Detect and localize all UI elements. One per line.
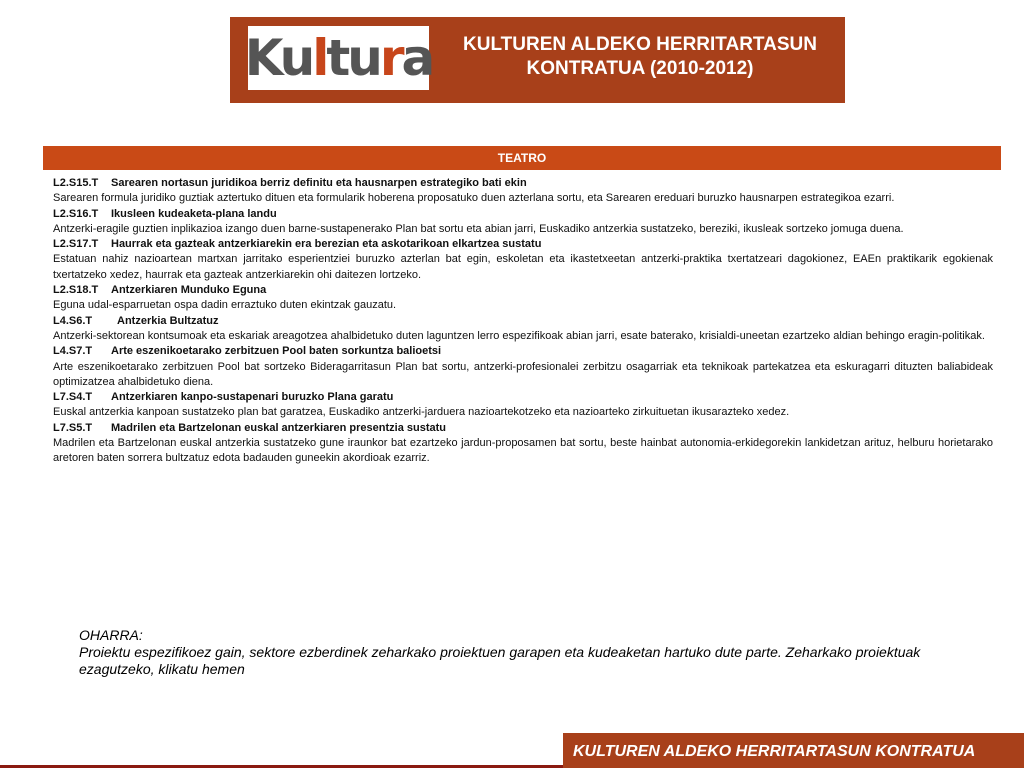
entry-code: L4.S6.T [53,314,93,327]
entry [53,176,993,207]
entry-title: Antzerkiaren Munduko Eguna [111,284,267,297]
entry-description: Eguna udal-esparruetan ospa dadin erraztuko duten ekintzak gauzatu. [53,299,397,312]
title-line-2: KONTRATUA (2010-2012) [526,58,754,79]
entry-description: Antzerki-eragile guztien inplikazioa izango duen barne-sustapenerako Plan bat sortu eta abian jarri, Euskadiko antzerkia sustatzeko, bereziki, ikusleak sortzeko jomuga duena. [53,222,904,235]
entry-title: Madrilen eta Bartzelonan euskal antzerkiaren presentzia sustatu [111,421,447,434]
entry-description: Sarearen formula juridiko guztiak aztertuko dituen eta formularik hoberena proposatuko duen azterlana sortu, eta Sarearen ereduari buruzko hausnarpen estrategikoa ezarri. [53,192,895,205]
entry-code: L2.S15.T [53,177,99,189]
entry [53,390,993,421]
entry-code: L2.S16.T [53,207,99,220]
title-line-1: KULTUREN ALDEKO HERRITARTASUN [463,34,817,55]
page-title [450,33,830,81]
entry-code: L4.S7.T [53,345,93,358]
logo-wordmark: Kultura [244,29,433,87]
footer-bar: KULTUREN ALDEKO HERRITARTASUN KONTRATUA [563,733,1024,768]
entry-code: L7.S4.T [53,391,93,404]
entry-heading [53,421,993,436]
entry-title: Antzerkia Bultzatuz [117,314,219,327]
entry-description: Arte eszenikoetarako zerbitzuen Pool bat sortzeko Bideragarritasun Plan bat sortu, antzerki-profesionalei zerbitzu osagarriak eta teknikoak partekatzea eta eskuragarri dituzten baliabideak optimizatzea ahalbidetuko diena. [53,360,993,388]
entry [53,283,993,314]
entry [53,207,993,238]
note-block[interactable] [79,627,949,678]
entry-title: Arte eszenikoetarako zerbitzuen Pool baten sorkuntza balioetsi [111,345,442,358]
entry-code: L7.S5.T [53,421,93,434]
entry [53,344,993,390]
entry-heading [53,176,993,191]
entry-description: Antzerki-sektorean kontsumoak eta eskariak areagotzea ahalbidetuko duten laguntzen lerro espezifikoak abian jarri, esate baterako, krisialdi-uneetan ezartzeko aldian behingo eragin-politikak. [53,329,985,342]
entry-title: Ikusleen kudeaketa-plana landu [111,207,277,220]
entry-description: Madrilen eta Bartzelonan euskal antzerkia sustatzeko gune iraunkor bat ezartzeko jardun-proposamen bat sortu, beste hainbat autonomia-erkidegorekin lankidetzan arituz, helburu horietarako aretoren baten sorrera bultzatuz edota badauden guneekin akordioak ezarriz. [53,437,993,465]
kultura-logo [244,26,433,90]
section-header-teatro: TEATRO [43,146,1001,170]
entry-description: Euskal antzerkia kanpoan sustatzeko plan bat garatzea, Euskadiko antzerki-jarduera nazioartekotzeko eta nazioarteko zirkuituetan ikusarazteko xedez. [53,406,790,419]
note-text[interactable]: Proiektu espezifikoez gain, sektore ezberdinek zeharkako proiektuen garapen eta kudeaketan hartuko dute parte. Zeharkako proiektuak ezagutzeko, klikatu hemen [79,644,921,677]
entry-heading [53,314,993,329]
entries-list [53,176,993,467]
entry [53,421,993,467]
entry-heading [53,344,993,359]
entry [53,314,993,345]
entry-heading [53,390,993,405]
entry-heading [53,283,993,298]
entry-code: L2.S17.T [53,238,99,251]
entry-heading [53,237,993,252]
entry-title: Antzerkiaren kanpo-sustapenari buruzko Plana garatu [111,391,394,404]
entry-description: Estatuan nahiz nazioartean martxan jarritako esperientziei buruzko azterlan bat egin, eskoletan eta ikastetxeetan antzerki-praktika txertatzeari dagokionez, EAEn praktikarik egokienak txertatzeko xedez, haurrak eta gazteak antzerkiarekin ohi daitezen lortzeko. [53,253,993,281]
entry [53,237,993,283]
entry-title: Sarearen nortasun juridikoa berriz definitu eta hausnarpen estrategiko bati ekin [111,177,527,189]
header-banner [230,17,845,103]
note-label: OHARRA: [79,627,143,643]
entry-code: L2.S18.T [53,284,99,297]
entry-heading [53,207,993,222]
entry-title: Haurrak eta gazteak antzerkiarekin era berezian eta askotarikoan elkartzea sustatu [111,238,542,251]
